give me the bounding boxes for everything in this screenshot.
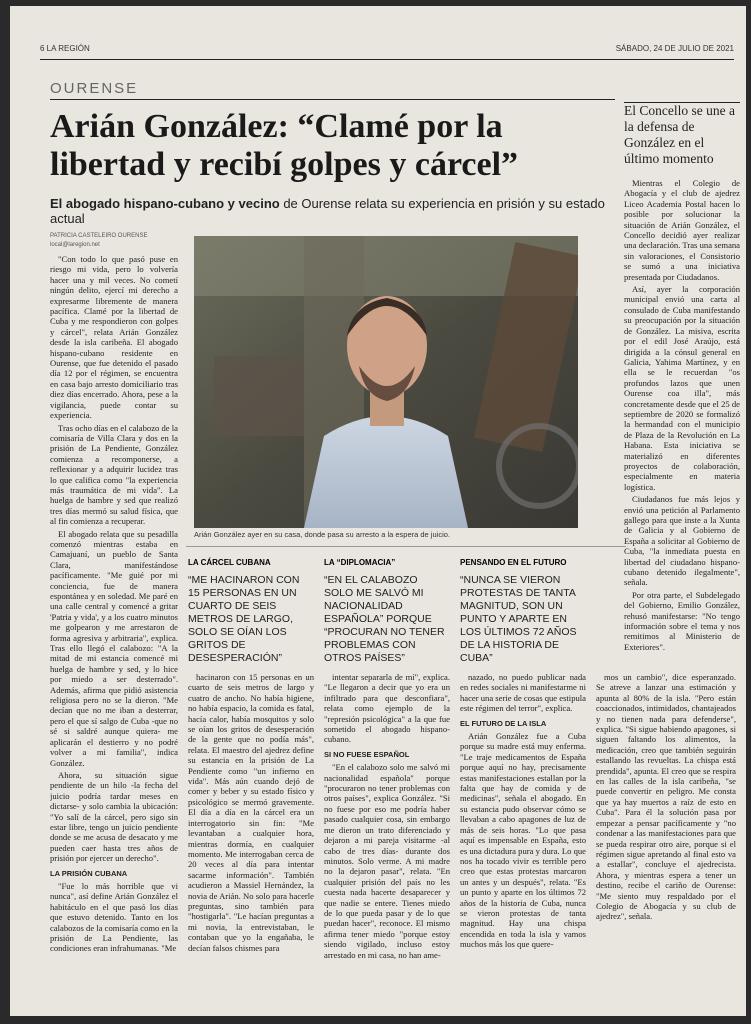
pull-quote-1	[188, 558, 312, 665]
newspaper-page	[10, 6, 746, 1016]
col2-para: hacinaron con 15 personas en un cuarto de seis metros de largo y cuatro de ancho. No había higiene, no había espacio, la comida es fatal, hacía calor, había mosquitos y solo se oían los gritos de desesperación de la gente que no podía más", relata. El maestro del ajedrez define su estancia en la prisión de La Pendiente como "un infierno en vida". Más aún cuando dejó de comer y beber y su estado físico y psicológico se mermó gravemente. El día a día en la cárcel era un interrogatorio sin fin: "Me levantaban a cualquier hora, mientras dormía, en cualquier momento. Me interrogaban cerca de 20 veces al día para intentar sacarme información". También acudieron a Massiel Hernández, la novia de Arián. No solo para hacerle preguntas, sino también para "hostigarla". "Le hacían preguntas a mi novia, la entrevistaban, le contaban que yo la engañaba, le decían falsos chismes para	[188, 672, 314, 953]
sidebar-body	[624, 178, 740, 666]
col3-para: intentar separarla de mí", explica. "Le llegaron a decir que yo era un infiltrado para que desconfiara", relata como ejemplo de la "represión psicológica" a la que fue sometido el abogado hispano-cubano.	[324, 672, 450, 745]
col1-para: "Fue lo más horrible que vi nunca", así define Arián González el habitáculo en el que pasó los días que estuvo detenido. Tanto en los calabozos de la comisaría como en la prisión de La Pendiente, las condiciones eran infrahumanas. "Me	[50, 880, 178, 954]
col4-subhead: EL FUTURO DE LA ISLA	[460, 718, 547, 728]
quotes-rule	[186, 546, 626, 547]
article-photo	[194, 236, 578, 528]
headline: Arián González: “Clamé por la libertad y recibí golpes y cárcel”	[50, 108, 519, 183]
article-column-3	[324, 672, 450, 996]
col1-para: Ahora, su situación sigue pendiente de un hilo -la fecha del juicio podría tardar meses en dictarse- y solo cambia la ubicación: "Yo salí de la cárcel, pero sigo sin estar libre, tengo un juicio pendiente donde se me acusa de desacato y me pueden caer hasta tres años de prisión por ejercer un derecho".	[50, 769, 178, 864]
col3-subhead: SI NO FUESE ESPAÑOL	[324, 749, 410, 759]
page-date: SÁBADO, 24 DE JULIO DE 2021	[615, 44, 734, 53]
section-label: OURENSE	[50, 80, 139, 97]
pull-quote-head: LA CÁRCEL CUBANA	[188, 558, 271, 567]
section-rule	[50, 99, 615, 100]
col1-para: El abogado relata que su pesadilla comenzó mientras estaba en Camajuaní, un pueblo de Santa Clara, manifestándose pacíficamente. "Me guié por mi conciencia, fue de manera espontánea y en soledad. Me paré en una calle central y comencé a gritar 'Patria y vida', y a los cuatro minutos me golpearon y me arrestaron de forma agresiva y arbitraria", explica. Tras ello llegó el calabozo: "A la mitad de mi estancia comencé mi huelga de hambre y sed, y lo hice por miedo a ser desterrado". Además, afirma que pidió asistencia religiosa pero no se la dieron. "Me decían que no me iban a desterrar, pero el que sí salgo de Cuba -que no sé si saldré aunque quiera- me aplicarán el destierro y no podré volver a mi familia", indica González.	[50, 528, 178, 768]
photo-illustration	[194, 236, 578, 528]
col1-subhead: LA PRISIÓN CUBANA	[50, 868, 128, 878]
deck-bold: El abogado hispano-cubano y vecino	[50, 196, 280, 211]
byline	[50, 232, 190, 250]
col4-para: Arián González fue a Cuba porque su madre está muy enferma. "Le traje medicamentos de España porque aquí no hay, precisamente estas manifestaciones estallan por la falta que hay de comida y de medicinas", señala el abogado. En su estancia pudo observar cómo se llevaban a cabo apagones de luz de más de seis horas. "Lo que pasa aquí es impensable en España, esto es una dictadura pura y dura. Lo que nos ha tocado vivir es terrible pero creo que estas protestas marcaron un antes y un después", relata. "Es un punto y aparte en los últimos 72 años de la historia de Cuba, nunca se vieron protestas de tanta magnitud. Hay una chispa encendida en toda la isla y vamos muchos más los que quere-	[460, 731, 586, 950]
col1-para: "Con todo lo que pasó puse en riesgo mi vida, pero lo volvería hacer una y mil veces. No cometí ningún delito, ejercí mi derecho a expresarme libremente de manera pacífica. Clamé por la libertad de Cuba y me respondieron con golpes y cárcel", relata Arián González desde la isla caribeña. El abogado hispano-cubano residente en Ourense, que fue detenido el pasado día 12 por el régimen, se encuentra en casa bajo arresto domiciliario tras diez días encerrado. Ahora, pese a la vigilancia, puede contar su experiencia.	[50, 254, 178, 421]
pull-quote-head: PENSANDO EN EL FUTURO	[460, 558, 567, 567]
deck	[50, 196, 620, 226]
article-column-5	[596, 672, 736, 996]
byline-author: PATRICIA CASTELEIRO OURENSE	[50, 233, 148, 239]
pull-quote-text: “NUNCA SE VIERON PROTESTAS DE TANTA MAGNITUD, SON UN PUNTO Y APARTE EN LOS ÚLTIMOS 72 AÑOS DE LA HISTORIA DE CUBA”	[460, 574, 577, 664]
sidebar-para: Así, ayer la corporación municipal envió una carta al consulado de Cuba manifestando su preocupación por la situación de González. La misiva, escrita por el edil José Araújo, está dirigida a la cónsul general en Galicia, Yahima Martínez, y en ella se le recuerdan "os profundos lazos que unen Ourense coa illa", más concretamente desde que el 25 de septiembre de 2020 se formalizó la hermandad con el municipio de Plaza de la Revolución en La Habana. Esta iniciativa se materializó en diferentes proyectos de colaboración, especialmente en materia logística.	[624, 284, 740, 492]
sidebar-para: Mientras el Colegio de Abogacía y el club de ajedrez Liceo Academia Postal hacen lo posible por solucionar la situación de Arián González, el Concello decidió ayer realizar una declaración. Tras una semana sin valoraciones, el Consistorio se sumó a una iniciativa presentada por Ciudadanos.	[624, 178, 740, 282]
sidebar-title: El Concello se une a la defensa de González en el último momento	[624, 103, 735, 166]
sidebar-para: Ciudadanos fue más lejos y envió una petición al Parlamento gallego para que inste a la Xunta de Galicia y al Gobierno de España a solicitar al Gobierno de Cuba, "la inmediata puesta en libertad del ciudadano hispano-cubano detenido ilegalmente", señala.	[624, 494, 740, 588]
article-column-2	[188, 672, 314, 996]
col5-para: mos un cambio", dice esperanzado. Se atreve a lanzar una estimación y apunta al 80% de la isla. "Pero están coaccionados, intimidados, chantajeados y no tienen nada para defenderse", explica. "Si sigue habiendo apagones, si siguen faltando los alimentos, la medicación, creo que también seguirán estallando las revueltas. La chispa está prendida", apunta. El creo que se respira en las calles de la isla caribeña, "se puede convertir en peligro. Me consta que ya hay muertos a raíz de esto en Cuba". Para él la solución pasa por empezar a pensar pacíficamente y "no condenar a las manifestaciones para que se pueda respirar otro aire, porque si el régimen sigue apretando al final esto va a estallar", concluye el ajedrecista. Ahora, y mientras espera a tener un destino, recibe el cariño de Ourense: "Me siento muy respaldado por el Colegio de Abogacía y su club de ajedrez", señala.	[596, 672, 736, 922]
pull-quote-3	[460, 558, 584, 665]
pull-quote-head: LA “DIPLOMACIA”	[324, 558, 396, 567]
byline-email: local@laregion.net	[50, 242, 100, 248]
col1-para: Tras ocho días en el calabozo de la comisaría de Villa Clara y dos en la prisión de La Pendiente, González comienza a recomponerse, a reflexionar y a adquirir lucidez tras lo que califica como "la experiencia más traumática de mi vida". La huelga de hambre y sed que realizó tres días mermó su salud física, que al fin comienza a recuperar.	[50, 422, 178, 527]
header-rule	[40, 59, 734, 60]
page-header	[40, 44, 734, 58]
col3-para: "En el calabozo solo me salvó mi nacionalidad española" porque "procuraron no tener problemas con otros países", explica González. "Si no fuese por eso me podría haber pasado cualquier cosa, sin embargo me dieron un trato diferenciado y dejaron a mi pareja visitarme -al cabo de tres días- durante dos minutos. Solo verme. A mi madre no la dejaron pasar", relata. "En cualquier prisión del país no les cuesta nada hacerte desaparecer y que nadie se entere. Tienes miedo de lo que pueda pasar y de lo que puedan hacer", reconoce. El mismo afirma tener miedo "porque estoy siendo vigilado, incluso estoy arrestado en mi casa, no han ame-	[324, 762, 450, 960]
pull-quote-text: “EN EL CALABOZO SOLO ME SALVÓ MI NACIONALIDAD ESPAÑOLA” PORQUE “PROCURAN NO TENER PROBLEMAS CON OTROS PAÍSES”	[324, 574, 445, 664]
article-column-4	[460, 672, 586, 996]
col4-para: nazado, no puedo publicar nada en redes sociales ni manifestarme ni hacer una serie de cosas que estipula este régimen del terror", explica.	[460, 672, 586, 714]
sidebar-para: Por otra parte, el Subdelegado del Gobierno, Emilio González, rehusó manifestarse: "No tengo información sobre el tema y nos remitimos al Ministerio de Exteriores".	[624, 589, 740, 652]
deck-rest: de Ourense relata su experiencia en prisión y su estado actual	[50, 196, 605, 226]
pull-quote-2	[324, 558, 448, 665]
article-column-1	[50, 254, 178, 996]
pull-quote-text: “ME HACINARON CON 15 PERSONAS EN UN CUARTO DE SEIS METROS DE LARGO, SOLO SE OÍAN LOS GRITOS DE DESESPERACIÓN”	[188, 574, 300, 664]
page-number: 6 LA REGIÓN	[40, 44, 90, 53]
photo-caption: Arián González ayer en su casa, donde pasa su arresto a la espera de juicio.	[194, 530, 450, 539]
